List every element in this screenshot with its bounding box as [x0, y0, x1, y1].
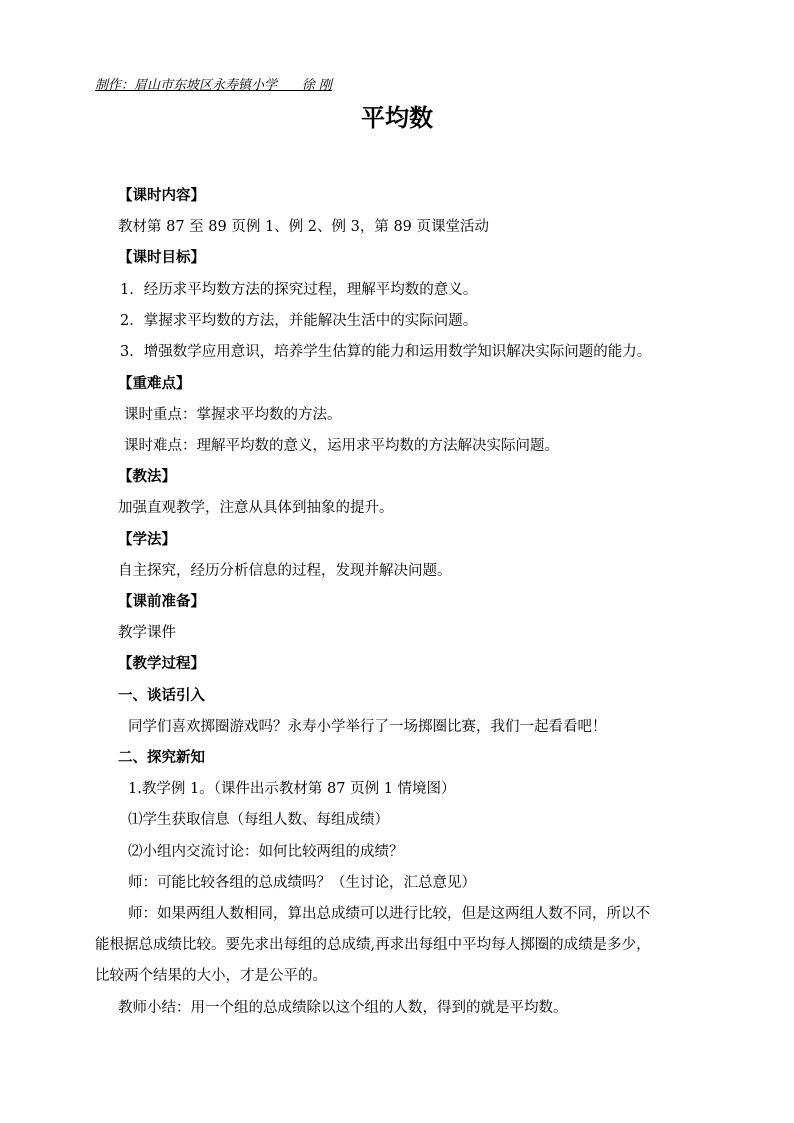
- goal-item-2: 2．掌握求平均数的方法，并能解决生活中的实际问题。: [120, 313, 478, 329]
- preparation-text: 教学课件: [118, 625, 176, 641]
- example-line: 1.教学例 1。（课件出示教材第 87 页例 1 情境图）: [128, 781, 456, 797]
- key-point-text: 课时重点：掌握求平均数的方法。: [124, 407, 342, 423]
- teacher-explanation-2: 能根据总成绩比较。要先求出每组的总成绩,再求出每组中平均每人掷圈的成绩是多少，: [95, 937, 651, 953]
- content-heading: 【课时内容】: [118, 188, 205, 204]
- part1-heading: 一、谈话引入: [118, 688, 205, 704]
- learning-method-heading: 【学法】: [118, 532, 176, 548]
- goal-item-1: 1．经历求平均数方法的探究过程，理解平均数的意义。: [120, 282, 478, 298]
- goal-item-3: 3．增强数学应用意识，培养学生估算的能力和运用数学知识解决实际问题的能力。: [120, 344, 652, 360]
- part2-heading: 二、探究新知: [118, 750, 205, 766]
- preparation-heading: 【课前准备】: [118, 594, 205, 610]
- teaching-method-text: 加强直观教学，注意从具体到抽象的提升。: [118, 500, 394, 516]
- teaching-method-heading: 【教法】: [118, 469, 176, 485]
- teacher-summary: 教师小结：用一个组的总成绩除以这个组的人数，得到的就是平均数。: [118, 1000, 568, 1016]
- teacher-explanation-1: 师：如果两组人数相同，算出总成绩可以进行比较，但是这两组人数不同，所以不: [128, 906, 650, 922]
- key-points-heading: 【重难点】: [118, 376, 191, 392]
- step-1: ⑴学生获取信息（每组人数、每组成绩）: [128, 812, 389, 828]
- author-header: 制作：眉山市东坡区永寿镇小学 徐 刚: [95, 78, 332, 93]
- teacher-explanation-3: 比较两个结果的大小，才是公平的。: [95, 968, 327, 984]
- part1-text: 同学们喜欢掷圈游戏吗？永寿小学举行了一场掷圈比赛，我们一起看看吧！: [128, 719, 607, 735]
- step-2: ⑵小组内交流讨论：如何比较两组的成绩？: [128, 844, 404, 860]
- process-heading: 【教学过程】: [118, 656, 205, 672]
- page-title: 平均数: [361, 104, 433, 132]
- learning-method-text: 自主探究，经历分析信息的过程，发现并解决问题。: [118, 563, 452, 579]
- difficult-point-text: 课时难点：理解平均数的意义，运用求平均数的方法解决实际问题。: [124, 438, 559, 454]
- content-text: 教材第 87 至 89 页例 1、例 2、例 3，第 89 页课堂活动: [118, 219, 490, 235]
- teacher-question: 师：可能比较各组的总成绩吗？（生讨论，汇总意见）: [128, 875, 476, 891]
- goals-heading: 【课时目标】: [118, 250, 205, 266]
